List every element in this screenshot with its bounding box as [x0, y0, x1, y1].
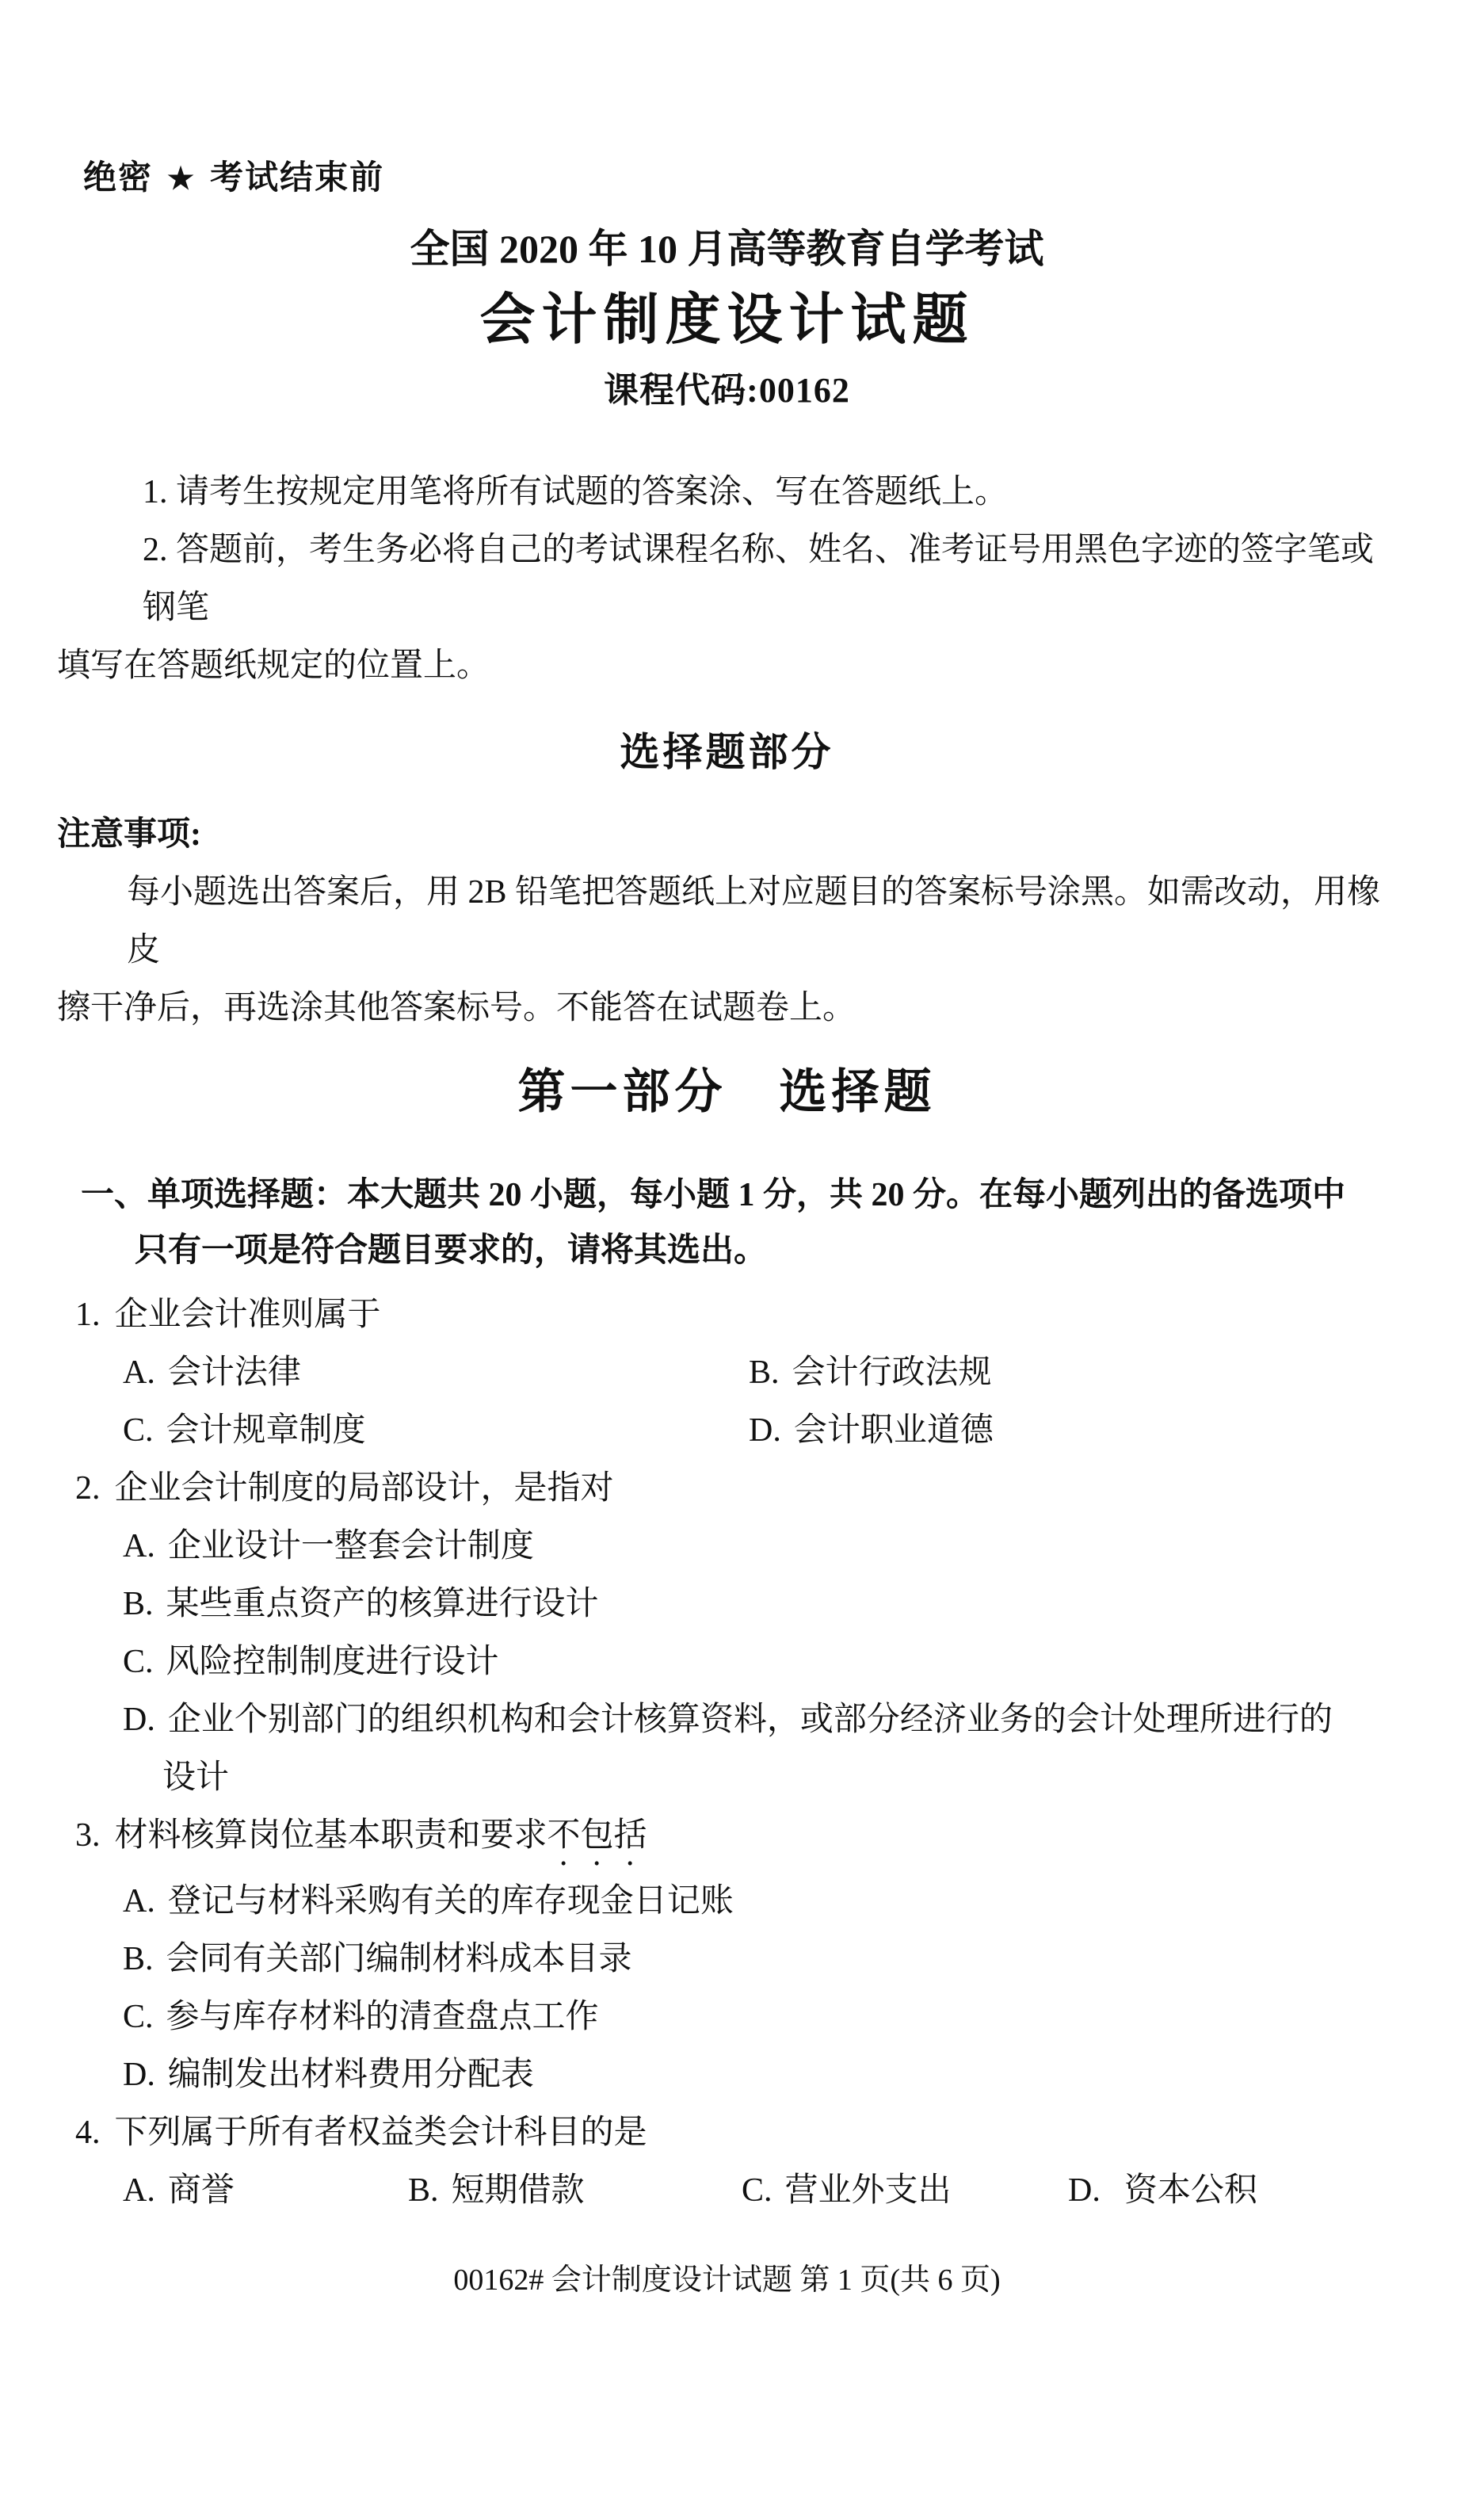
question-1 [57, 1286, 1397, 1344]
question-2-option-d [57, 1691, 1397, 1749]
option-text: 会计法律 [167, 1354, 301, 1391]
section-heading-choice: 选择题部分 [620, 730, 834, 774]
instruction-item-1: 1. 请考生按规定用笔将所有试题的答案涂、写在答题纸上。 [143, 474, 1009, 510]
question-1-options-row-1 [57, 1344, 1397, 1402]
classification-suffix: 考试结束前 [210, 160, 385, 197]
question-type-instruction-line-2: 只有一项是符合题目要求的，请将其选出。 [135, 1232, 768, 1269]
question-text-emphasized: 不包括 [547, 1817, 647, 1854]
exam-session-title: 全国 2020 年 10 月高等教育自学考试 [410, 227, 1044, 271]
option-c [742, 2162, 1068, 2220]
question-number: 3. [75, 1817, 101, 1854]
classification-banner [57, 155, 1397, 202]
paper-title: 会计制度设计试题 [479, 290, 975, 351]
question-number: 4. [75, 2114, 101, 2151]
question-type-instruction-line-1: 一、单项选择题：本大题共 20 小题，每小题 1 分，共 20 分。在每小题列出的备选项中 [81, 1177, 1346, 1213]
question-2-option-c [57, 1633, 1397, 1691]
option-text: 参与库存材料的清查盘点工作 [166, 1999, 599, 2035]
question-number: 2. [75, 1470, 101, 1507]
option-c [123, 1402, 749, 1460]
exam-paper-page [0, 155, 1484, 2502]
option-text: 会同有关部门编制材料成本目录 [166, 1941, 632, 1977]
page-footer: 00162# 会计制度设计试题 第 1 页(共 6 页) [453, 2263, 1001, 2297]
option-label: B. [408, 2172, 439, 2209]
option-label: A. [123, 1354, 155, 1391]
option-text: 营业外支出 [784, 2172, 952, 2209]
option-label: D. [749, 1412, 781, 1449]
option-label: D. [123, 2057, 155, 2093]
question-2 [57, 1460, 1397, 1518]
question-number: 1. [75, 1297, 101, 1333]
option-label: D. [1068, 2172, 1101, 2209]
instruction-item-2-line-1: 2. 答题前，考生务必将自己的考试课程名称、姓名、准考证号用黑色字迹的签字笔或钢笔 [143, 532, 1375, 626]
option-text: 企业设计一整套会计制度 [167, 1528, 534, 1564]
part-one-heading: 第一部分 选择题 [517, 1066, 937, 1118]
notice-text [57, 864, 1397, 1037]
option-a [123, 2162, 408, 2220]
option-a [123, 1344, 749, 1402]
classification-prefix: 绝密 [83, 160, 154, 197]
question-3 [57, 1807, 1397, 1873]
questions-list [57, 1286, 1397, 2220]
question-2-option-d-continuation: 设计 [162, 1759, 230, 1796]
option-label: B. [749, 1354, 780, 1391]
notice-label: 注意事项: [57, 816, 201, 853]
question-2-option-b [57, 1576, 1397, 1633]
question-1-options-row-2 [57, 1402, 1397, 1460]
option-text: 商誉 [167, 2172, 235, 2209]
instruction-item-2-line-2: 填写在答题纸规定的位置上。 [57, 647, 490, 684]
option-label: B. [123, 1941, 154, 1977]
option-label: A. [123, 1883, 155, 1919]
option-label: B. [123, 1586, 154, 1622]
notice-text-line-1: 每小题选出答案后，用 2B 铅笔把答题纸上对应题目的答案标号涂黑。如需改动，用橡皮 [127, 874, 1381, 968]
option-text: 会计职业道德 [793, 1412, 994, 1449]
question-3-option-b [57, 1931, 1397, 1988]
option-text: 某些重点资产的核算进行设计 [166, 1586, 599, 1622]
option-label: C. [123, 1999, 154, 2035]
general-instructions [57, 464, 1397, 695]
question-3-option-c [57, 1988, 1397, 2046]
option-text: 编制发出材料费用分配表 [167, 2057, 534, 2093]
option-text: 会计行政法规 [792, 1354, 992, 1391]
question-3-option-d [57, 2046, 1397, 2104]
option-text: 会计规章制度 [166, 1412, 366, 1449]
option-label: A. [123, 2172, 155, 2209]
option-text: 登记与材料采购有关的库存现金日记账 [167, 1883, 734, 1919]
option-label: A. [123, 1528, 155, 1564]
question-type-instruction [57, 1167, 1397, 1278]
option-label: C. [123, 1644, 154, 1680]
question-4-options-row [57, 2162, 1397, 2220]
option-label: C. [742, 2172, 773, 2209]
option-label: C. [123, 1412, 154, 1449]
option-b [749, 1344, 992, 1402]
option-text: 短期借款 [451, 2172, 585, 2209]
option-text: 风险控制制度进行设计 [166, 1644, 499, 1680]
question-text: 下列属于所有者权益类会计科目的是 [114, 2114, 647, 2151]
question-text: 企业会计准则属于 [114, 1297, 381, 1333]
question-3-option-a [57, 1873, 1397, 1931]
question-4 [57, 2104, 1397, 2162]
option-d [1068, 2162, 1257, 2220]
star-icon: ★ [167, 162, 196, 196]
question-text: 企业会计制度的局部设计，是指对 [114, 1470, 614, 1507]
option-b [408, 2162, 742, 2220]
option-d [749, 1402, 994, 1460]
option-text: 资本公积 [1123, 2172, 1257, 2209]
notice-text-line-2: 擦干净后，再选涂其他答案标号。不能答在试题卷上。 [57, 990, 856, 1026]
option-label: D. [123, 1702, 155, 1738]
option-text: 企业个别部门的组织机构和会计核算资料，或部分经济业务的会计处理所进行的 [167, 1702, 1333, 1738]
question-2-option-a [57, 1518, 1397, 1576]
question-text: 材料核算岗位基本职责和要求 [114, 1817, 547, 1854]
course-code: 课程代码:00162 [604, 371, 850, 410]
